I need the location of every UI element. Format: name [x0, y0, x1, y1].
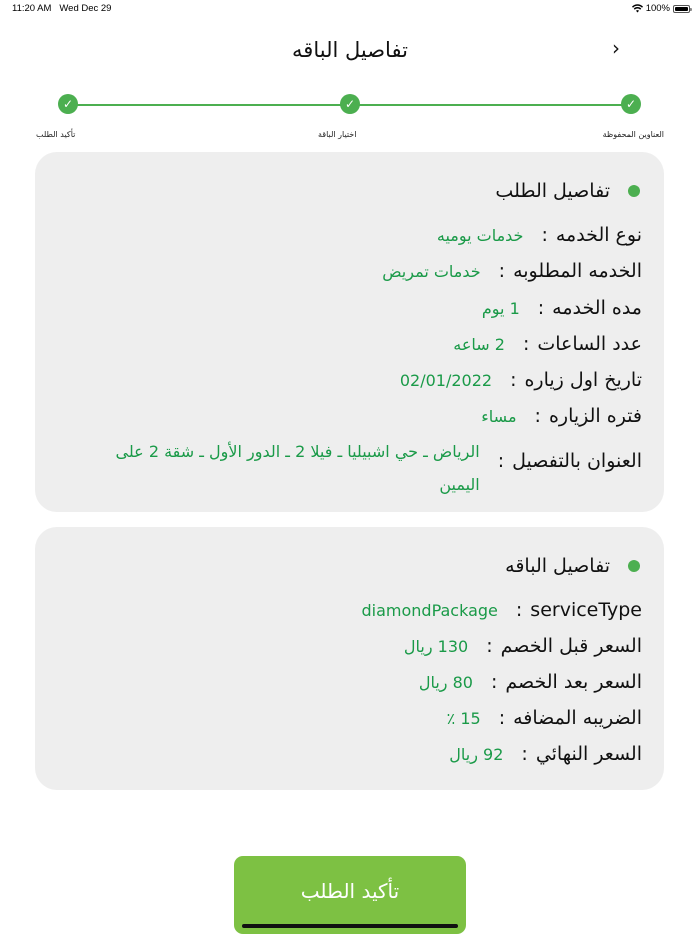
row-colon: :: [521, 743, 528, 765]
row-first-visit-date: [400, 369, 642, 391]
row-label: serviceType: [530, 599, 642, 621]
row-value: 15 ٪: [446, 708, 481, 728]
row-label: تاريخ اول زياره: [524, 369, 642, 391]
order-details-heading: [495, 180, 640, 202]
row-vat: [447, 707, 642, 729]
row-required-service: [382, 260, 642, 282]
step-label-confirm-order: تأكيد الطلب: [36, 130, 76, 139]
confirm-order-label: تأكيد الطلب: [300, 879, 400, 903]
row-colon: :: [534, 405, 541, 427]
row-label: الضريبه المضافه: [513, 707, 642, 729]
row-value: خدمات يوميه: [436, 225, 524, 245]
step-saved-addresses-check-icon: ✓: [621, 94, 641, 114]
row-package-service-type: [361, 599, 642, 621]
row-hours-count: [453, 333, 642, 355]
row-label: العنوان بالتفصيل: [512, 450, 642, 472]
row-price-before-discount: [404, 635, 642, 657]
status-date: Wed Dec 29: [59, 3, 112, 14]
row-colon: :: [498, 707, 506, 729]
home-indicator[interactable]: [242, 924, 458, 928]
row-value: خدمات تمريض: [382, 261, 481, 281]
status-bar: [0, 0, 700, 18]
status-indicators: [632, 3, 690, 14]
row-value: 2 ساعه: [453, 334, 505, 354]
row-service-duration: [482, 297, 642, 319]
row-value: diamondPackage: [361, 600, 498, 620]
row-price-after-discount: [419, 671, 642, 693]
battery-percent: 100%: [645, 3, 670, 14]
row-colon: :: [541, 224, 548, 246]
header: [0, 30, 700, 70]
bullet-dot-icon: [628, 560, 640, 572]
row-value: الرياض ـ حي اشبيليا ـ فيلا 2 ـ الدور الأول ـ شقة 2 على اليمين: [115, 442, 480, 494]
progress-stepper: [0, 94, 700, 154]
back-chevron-icon[interactable]: ›: [612, 36, 620, 60]
row-colon: :: [510, 369, 517, 391]
row-label: السعر النهائي: [535, 743, 642, 765]
step-label-choose-package: اختيار الباقة: [318, 130, 357, 139]
step-label-saved-addresses: العناوين المحفوظة: [602, 130, 664, 139]
battery-icon: [673, 5, 690, 13]
row-colon: :: [486, 635, 493, 657]
bullet-dot-icon: [628, 185, 640, 197]
page-title: تفاصيل الباقه: [292, 38, 408, 62]
status-time: 11:20 AM: [12, 3, 52, 14]
package-details-heading: [505, 555, 640, 577]
row-value: 80 ريال: [418, 672, 473, 692]
row-colon: :: [497, 450, 505, 472]
wifi-icon: [632, 4, 643, 13]
row-colon: :: [537, 297, 545, 319]
row-label: نوع الخدمه: [555, 224, 642, 246]
package-details-card: [35, 527, 664, 790]
package-details-title: تفاصيل الباقه: [505, 555, 610, 577]
row-value: 92 ريال: [449, 744, 504, 764]
row-colon: :: [515, 599, 523, 621]
row-final-price: [449, 743, 642, 765]
order-details-title: تفاصيل الطلب: [495, 180, 610, 202]
confirm-order-button[interactable]: [234, 856, 466, 934]
row-label: فتره الزياره: [548, 405, 642, 427]
order-details-card: [35, 152, 664, 512]
row-value: 1 يوم: [481, 298, 520, 318]
row-visit-period: [481, 405, 642, 427]
row-colon: :: [522, 333, 530, 355]
row-colon: :: [490, 671, 498, 693]
row-service-type: [437, 224, 642, 246]
row-label: الخدمه المطلوبه: [513, 260, 642, 282]
row-value: 130 ريال: [403, 636, 469, 656]
row-label: السعر قبل الخصم: [500, 635, 642, 657]
row-detailed-address: [110, 435, 642, 501]
row-value: مساء: [481, 406, 517, 426]
row-label: مده الخدمه: [552, 297, 642, 319]
row-label: السعر بعد الخصم: [505, 671, 642, 693]
status-time-date: [12, 3, 111, 14]
step-confirm-order-check-icon: ✓: [58, 94, 78, 114]
row-label: عدد الساعات: [537, 333, 642, 355]
row-colon: :: [498, 260, 506, 282]
row-value: 02/01/2022: [399, 370, 493, 390]
step-choose-package-check-icon: ✓: [340, 94, 360, 114]
